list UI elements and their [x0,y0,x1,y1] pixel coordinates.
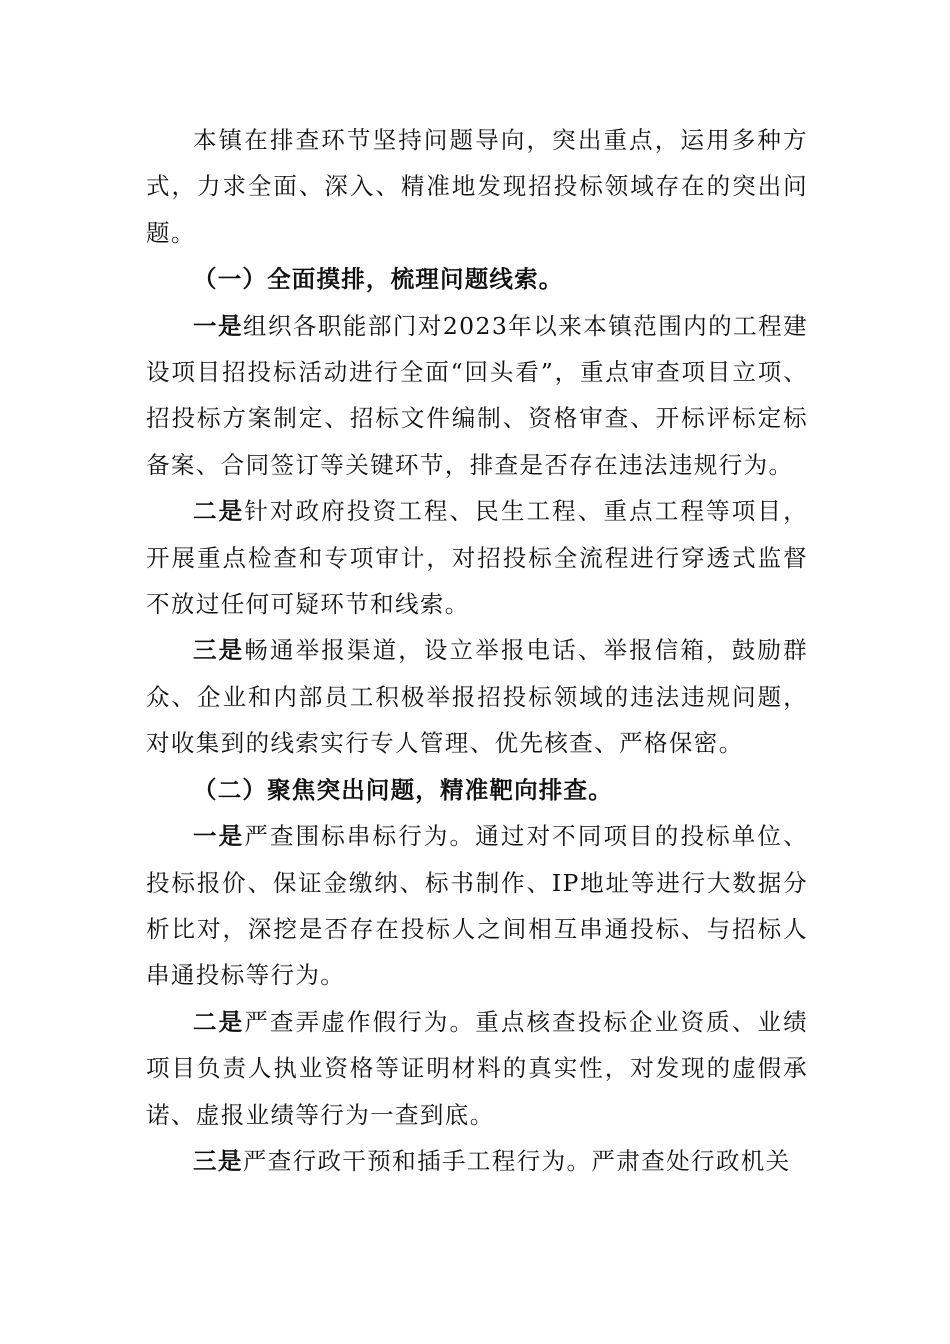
item-lead: 三是 [193,636,245,665]
section1-item-1 [146,303,808,489]
item-lead: 三是 [193,1146,243,1175]
document-body [146,117,808,1184]
item-lead: 一是 [193,822,245,851]
item-text: 严查围标串标行为。通过对不同项目的投标单位、投标报价、保证金缴纳、标书制作、IP地址等进行大数据分析比对，深挖是否存在投标人之间相互串通投标、与招标人串通投标等行为。 [146,822,808,990]
section2-item-3 [146,1138,808,1184]
item-lead: 二是 [193,497,245,526]
section2-item-1 [146,813,808,999]
item-text: 针对政府投资工程、民生工程、重点工程等项目，开展重点检查和专项审计，对招投标全流程进行穿透式监督不放过任何可疑环节和线索。 [146,497,808,619]
section-heading-1: （一）全面摸排，梳理问题线索。 [193,265,564,294]
intro-paragraph: 本镇在排查环节坚持问题导向，突出重点，运用多种方式，力求全面、深入、精准地发现招投标领域存在的突出问题。 [146,126,808,247]
item-text: 畅通举报渠道，设立举报电话、举报信箱，鼓励群众、企业和内部员工积极举报招投标领域的违法违规问题，对收集到的线索实行专人管理、优先核查、严格保密。 [146,636,808,758]
item-text: 组织各职能部门对2023年以来本镇范围内的工程建设项目招投标活动进行全面“回头看”，重点审查项目立项、招投标方案制定、招标文件编制、资格审查、开标评标定标备案、合同签订等关键环节，排查是否存在违法违规行为。 [146,311,808,479]
item-lead: 二是 [193,1007,245,1036]
item-lead: 一是 [193,311,243,340]
section1-item-3 [146,627,808,766]
item-text: 严查行政干预和插手工程行为。严肃查处行政机关 [242,1146,791,1175]
section1-item-2 [146,488,808,627]
section-heading-2: （二）聚焦突出问题，精准靶向排查。 [193,775,613,804]
item-text: 严查弄虚作假行为。重点核查投标企业资质、业绩项目负责人执业资格等证明材料的真实性，对发现的虚假承诺、虚报业绩等行为一查到底。 [146,1007,808,1129]
section2-item-2 [146,999,808,1138]
